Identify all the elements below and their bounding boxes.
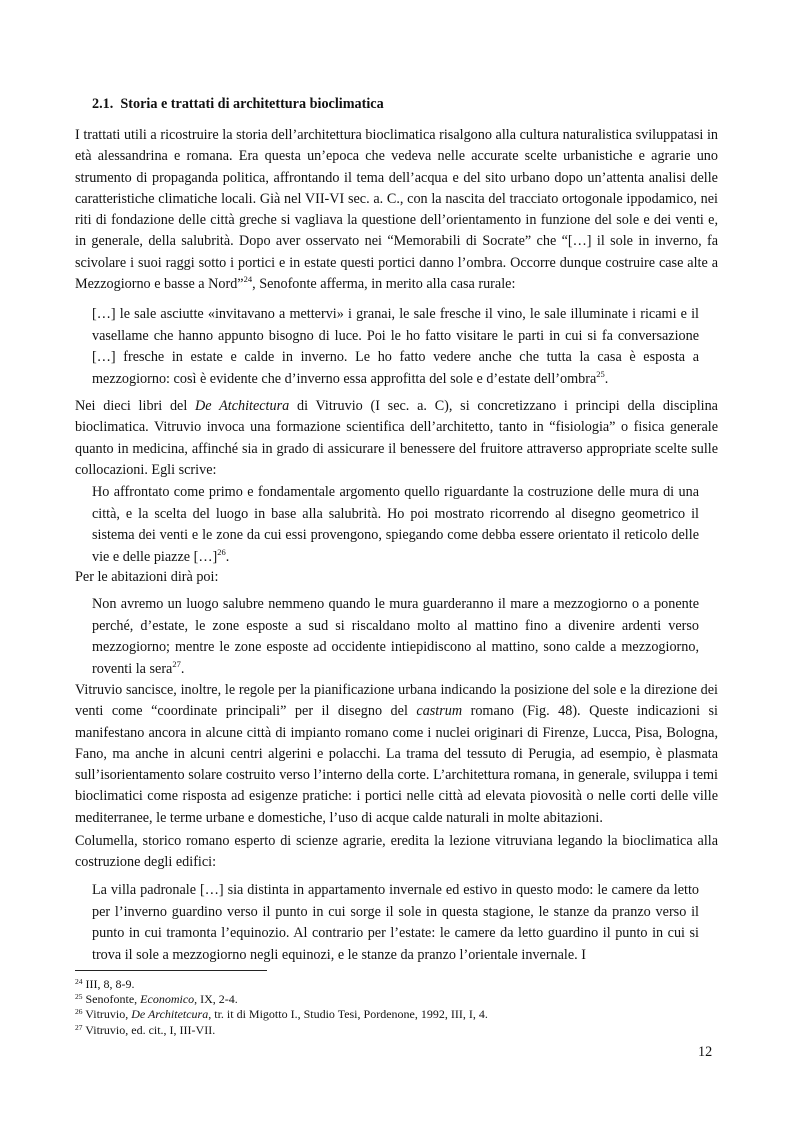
footnote-text-after: , tr. it di Migotto I., Studio Tesi, Pordenone, 1992, III, I, 4. (208, 1007, 488, 1022)
quote-1 (92, 304, 699, 390)
paragraph-1 (75, 125, 718, 295)
section-heading: 2.1. Storia e trattati di architettura bioclimatica (92, 96, 384, 112)
quote-3-text: Non avremo un luogo salubre nemmeno quando le mura guarderanno il mare a mezzogiorno o a ponente perché, d’estate, le zone esposte a sud si riscaldano molto al mattino fino a divenire ardenti verso mezzogiorno; mentre le zone esposte ad occidente intiepidiscono al mattino, sono calde a mezzogiorno, roventi la sera (92, 596, 699, 677)
quote-1-text: […] le sale asciutte «invitavano a mettervi» i granai, le sale fresche il vino, le sale illuminate i ricami e il vasellame che hanno appunto bisogno di luce. Poi le ho fatto visitare le parti in cui si fa conversazione […] fresche in estate e calde in inverno. Le ho fatto vedere anche che tutta la casa è esposta a mezzogiorno: così è evidente che d’inverno essa approfitta del sole e d’estate dell’ombra (92, 306, 699, 387)
term-castrum: castrum (416, 703, 463, 720)
paragraph-2 (75, 396, 718, 481)
paragraph-4-text-after: romano (Fig. 48). Queste indicazioni si manifestano ancora in alcune città di impianto romano come i nuclei originari di Firenze, Lucca, Pisa, Bologna, Fano, ma anche in alcuni centri algerini e polacchi. La trama del tessuto di Perugia, ad esempio, è plasmata sull’isorientamento solare costruito verso l’interno della corte. L’architettura romana, in generale, sviluppa i temi bioclimatici come risposta ad esigenze pratiche: i portici nelle città ad elevata piovosità o nelle corti delle ville mediterranee, le terme urbane e domestiche, l’uso di acque calde naturali in molte abitazioni. (75, 703, 718, 826)
footnote-25 (75, 992, 718, 1007)
paragraph-4-text: Vitruvio sancisce, inoltre, le regole per la pianificazione urbana indicando la posizione del sole e la direzione dei venti come “coordinate principali” per il disegno del (75, 682, 718, 720)
footnote-italic: De Architetcura (131, 1007, 209, 1022)
quote-3-text-after: . (180, 660, 185, 677)
footnote-text: Senofonte, (85, 992, 141, 1007)
footnote-text: Vitruvio, ed. cit., I, III-VII. (85, 1022, 216, 1037)
footnote-italic: Economico (140, 992, 195, 1007)
paragraph-4 (75, 680, 718, 829)
footnote-ref-24: 24 (243, 274, 253, 285)
quote-2-text: Ho affrontato come primo e fondamentale argomento quello riguardante la costruzione delle mura di una città, e la scelta del luogo in base alla salubrità. Ho poi mostrato ricorrendo al disegno geometrico il sistema dei venti e le zone da cui essi provengono, spiegando come debba essere orientato il reticolo delle vie e delle piazze […] (92, 484, 699, 565)
paragraph-1-text-after: , Senofonte afferma, in merito alla casa rurale: (252, 276, 516, 293)
paragraph-1-text: I trattati utili a ricostruire la storia dell’architettura bioclimatica risalgono alla cultura naturalistica sviluppatasi in età alessandrina e romana. Era questa un’epoca che vedeva nelle accurate scelte urbanistiche e agrarie uno strumento di propaganda politica, affrontando il tema dell’acqua e del sito urbano dopo un’attenta analisi delle caratteristiche climatiche locali. Già nel VII-VI sec. a. C., con la nascita del tracciato ortogonale ippodamico, nei riti di fondazione delle città greche si vagliava la questione dell’orientamento in funzione del sole e dei venti e, in generale, della salubrità. Dopo aver osservato nei “Memorabili di Socrate” che “[…] il sole in inverno, fa scivolare i suoi raggi sotto i portici e in estate questi portici danno l’ombra. Occorre dunque costruire case alte a Mezzogiorno e basse a Nord” (75, 127, 718, 293)
book-title-de-architectura: De Atchitectura (195, 398, 290, 414)
footnote-number: 25 (75, 992, 83, 1002)
footnote-26 (75, 1007, 718, 1022)
paragraph-5: Columella, storico romano esperto di scienze agrarie, eredita la lezione vitruviana legando la bioclimatica alla costruzione degli edifici: (75, 833, 718, 871)
quote-4: La villa padronale […] sia distinta in appartamento invernale ed estivo in questo modo: le camere da letto per l’inverno guardino verso il punto in cui sorge il sole in questa stagione, le stanze da pranzo verso il punto in cui tramonta l’equinozio. Al contrario per l’estate: le camere da letto guardino il punto in cui si trova il sole a mezzogiorno negli equinozi, e le stanze da pranzo l’orientale invernale. I (92, 882, 699, 963)
footnote-ref-26: 26 (217, 546, 226, 557)
quote-2 (92, 482, 699, 568)
paragraph-3: Per le abitazioni dirà poi: (75, 569, 219, 585)
paragraph-2-text-after: di Vitruvio (I sec. a. C), si concretizzano i principi della disciplina bioclimatica. Vitruvio invoca una formazione scientifica dell’architetto, tanto in “fisiologia” o fisica generale quanto in medicina, affinché sia in grado di assicurare il benessere del fruitore attraverso appropriate scelte sulle collocazioni. Egli scrive: (75, 398, 718, 478)
footnote-24 (75, 977, 718, 992)
quote-2-text-after: . (225, 548, 230, 565)
paragraph-2-text: Nei dieci libri del (75, 398, 196, 414)
footnote-separator (75, 970, 267, 971)
page-number: 12 (698, 1044, 713, 1060)
footnote-number: 27 (75, 1022, 83, 1032)
footnote-text: Vitruvio, (85, 1007, 132, 1022)
footnote-text: III, 8, 8-9. (85, 977, 135, 991)
footnote-27 (75, 1023, 718, 1038)
footnote-ref-25: 25 (596, 368, 605, 379)
footnote-ref-27: 27 (172, 658, 181, 669)
footnotes (75, 977, 718, 1038)
footnote-number: 24 (75, 977, 83, 986)
footnote-text-after: , IX, 2-4. (194, 992, 238, 1007)
quote-3 (92, 594, 699, 680)
quote-1-text-after: . (604, 370, 609, 387)
footnote-number: 26 (75, 1007, 83, 1017)
